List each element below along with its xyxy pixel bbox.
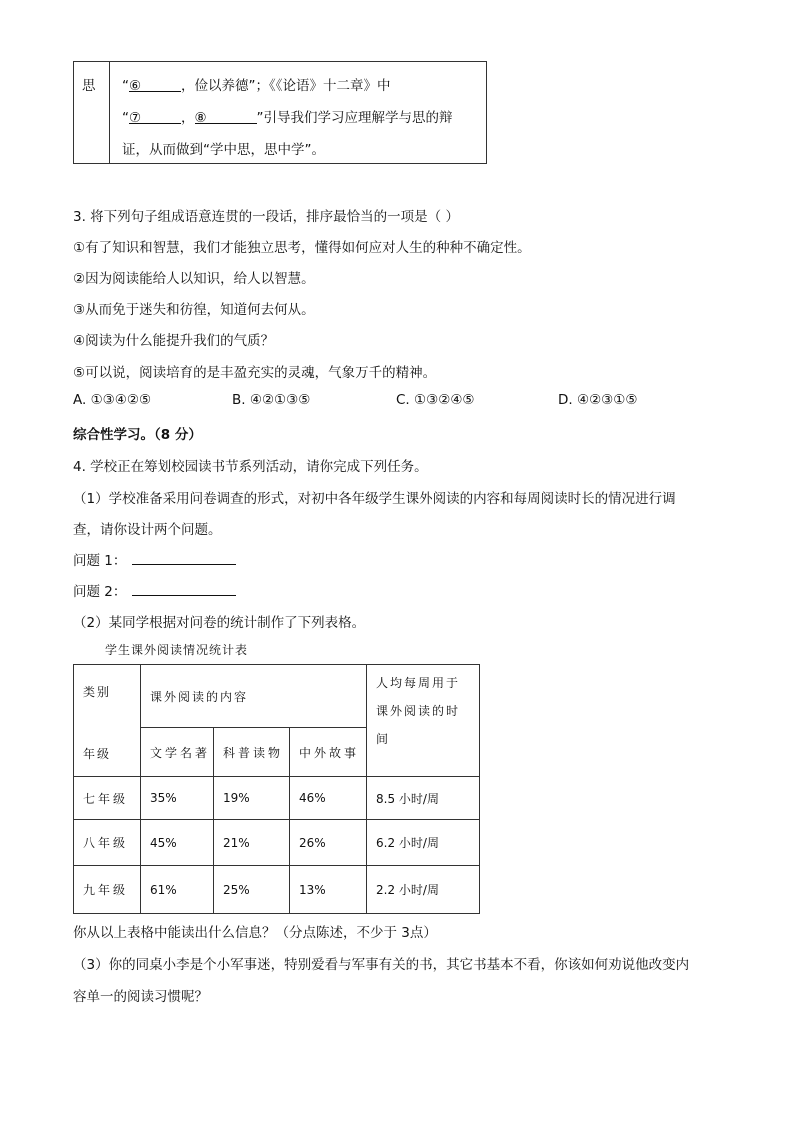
q3-sentence-5: ⑤可以说，阅读培育的是丰盈充实的灵魂，气象万千的精神。 — [73, 365, 437, 381]
option-a[interactable]: A. ①③④②⑤ — [73, 392, 152, 408]
question-1-label: 问题 1： — [73, 553, 127, 569]
grade-cell: 九年级 — [74, 866, 141, 914]
q4-part3-line1: （3）你的同桌小李是个小军事迷，特别爱看与军事有关的书，其它书基本不看，你该如何劝说他改变内 — [73, 957, 690, 973]
q3-sentence-3: ③从而免于迷失和彷徨，知道何去何从。 — [73, 302, 315, 318]
q4-part3-line2: 容单一的阅读习惯呢？ — [73, 989, 208, 1005]
question-2-label: 问题 2： — [73, 584, 127, 600]
table-row-3: 证，从而做到“学中思，思中学”。 — [122, 142, 325, 158]
stats-table-caption: 学生课外阅读情况统计表 — [105, 643, 249, 657]
time-cell: 2.2 小时/周 — [367, 866, 480, 914]
time-header: 人均每周用于 课外阅读的时 间 — [367, 665, 480, 777]
value-cell: 46% — [290, 777, 367, 820]
table-row-1: “⑥ ，俭以养德”；《《论语》十二章》中 — [122, 78, 391, 94]
col-header-literature: 文学名著 — [141, 728, 214, 777]
q4-part2-question: 你从以上表格中能读出什么信息？（分点陈述，不少于 3点） — [73, 925, 437, 941]
corner-category: 类别 — [83, 685, 112, 699]
q3-sentence-4: ④阅读为什么能提升我们的气质？ — [73, 333, 275, 349]
q4-part2: （2）某同学根据对问卷的统计制作了下列表格。 — [73, 615, 366, 631]
col-header-stories: 中外故事 — [290, 728, 367, 777]
value-cell: 26% — [290, 820, 367, 866]
q4-stem: 4. 学校正在筹划校园读书节系列活动，请你完成下列任务。 — [73, 459, 428, 475]
question-2-answer-line[interactable] — [132, 582, 236, 596]
reading-stats-table — [73, 664, 480, 914]
grade-cell: 七年级 — [74, 777, 141, 820]
value-cell: 19% — [214, 777, 290, 820]
corner-cell — [74, 665, 141, 777]
table-row — [74, 866, 480, 914]
option-d[interactable]: D. ④②③①⑤ — [558, 392, 638, 408]
question-1-row — [73, 549, 236, 569]
q4-part1-line1: （1）学校准备采用问卷调查的形式，对初中各年级学生课外阅读的内容和每周阅读时长的情况进行调 — [73, 491, 676, 507]
blank-6[interactable]: ⑥ — [129, 78, 181, 92]
value-cell: 21% — [214, 820, 290, 866]
table-row — [74, 777, 480, 820]
value-cell: 35% — [141, 777, 214, 820]
question-1-answer-line[interactable] — [132, 551, 236, 565]
poem-fill-table — [73, 61, 487, 164]
table-header-si: 思 — [82, 78, 96, 94]
value-cell: 45% — [141, 820, 214, 866]
time-cell: 6.2 小时/周 — [367, 820, 480, 866]
value-cell: 13% — [290, 866, 367, 914]
option-b[interactable]: B. ④②①③⑤ — [232, 392, 311, 408]
corner-grade: 年级 — [83, 747, 112, 761]
q3-sentence-1: ①有了知识和智慧，我们才能独立思考，懂得如何应对人生的种种不确定性。 — [73, 240, 531, 256]
table-divider — [109, 62, 110, 163]
value-cell: 61% — [141, 866, 214, 914]
content-header: 课外阅读的内容 — [141, 665, 367, 728]
q3-sentence-2: ②因为阅读能给人以知识，给人以智慧。 — [73, 271, 315, 287]
blank-7[interactable]: ⑦ — [129, 110, 181, 124]
col-header-science: 科普读物 — [214, 728, 290, 777]
value-cell: 25% — [214, 866, 290, 914]
table-row-2: “⑦ ，⑧ ”引导我们学习应理解学与思的辩 — [122, 110, 453, 126]
time-cell: 8.5 小时/周 — [367, 777, 480, 820]
blank-8[interactable]: ⑧ — [195, 110, 257, 124]
option-c[interactable]: C. ①③②④⑤ — [396, 392, 475, 408]
question-2-row — [73, 580, 236, 600]
table-row — [74, 820, 480, 866]
section-title: 综合性学习。（8 分） — [73, 427, 202, 443]
grade-cell: 八年级 — [74, 820, 141, 866]
q3-stem: 3. 将下列句子组成语意连贯的一段话，排序最恰当的一项是（ ） — [73, 209, 459, 225]
q4-part1-line2: 查，请你设计两个问题。 — [73, 522, 222, 538]
